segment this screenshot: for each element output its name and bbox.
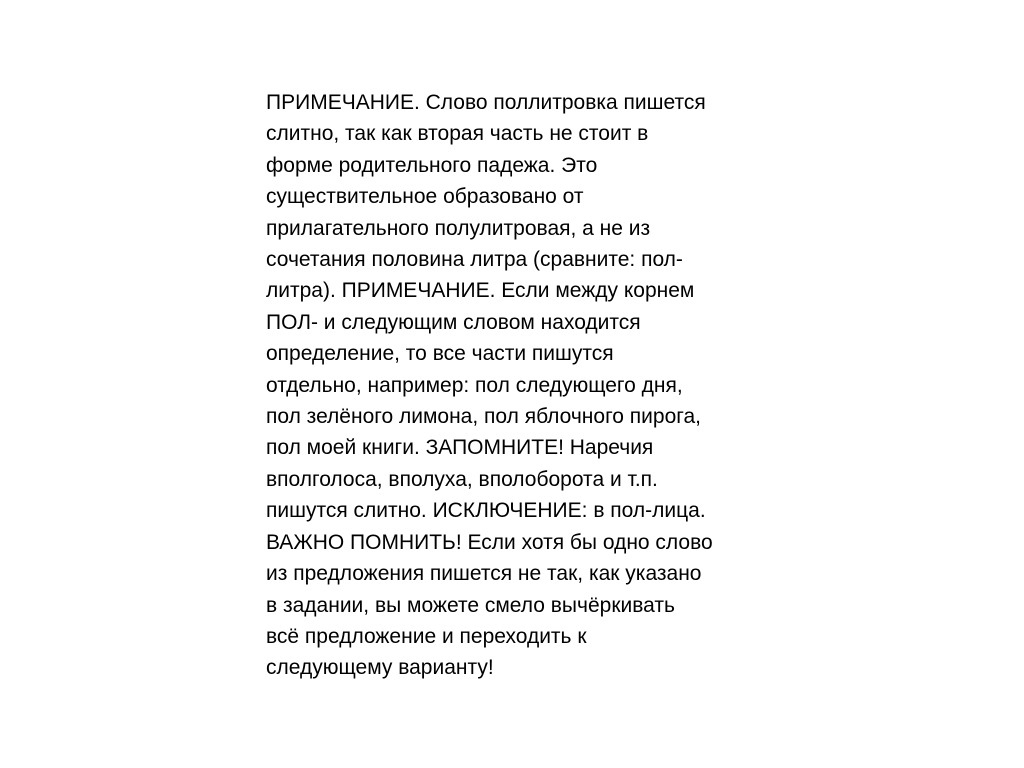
text-line: сочетания половина литра (сравните: пол- bbox=[266, 248, 683, 272]
text-line: форме родительного падежа. Это bbox=[266, 153, 598, 177]
text-line: определение, то все части пишутся bbox=[266, 342, 614, 366]
text-line: пол зелёного лимона, пол яблочного пирога, bbox=[266, 405, 701, 429]
text-line: ВАЖНО ПОМНИТЬ! Если хотя бы одно слово bbox=[266, 530, 713, 554]
text-line: прилагательного полулитровая, а не из bbox=[266, 216, 651, 240]
text-line: пол моей книги. ЗАПОМНИТЕ! Наречия bbox=[266, 436, 654, 460]
slide-text bbox=[266, 87, 786, 684]
text-line: слитно, так как вторая часть не стоит в bbox=[266, 122, 649, 146]
text-line: существительное образовано от bbox=[266, 185, 584, 209]
text-line: из предложения пишется не так, как указано bbox=[266, 562, 702, 586]
text-line: ПРИМЕЧАНИЕ. Слово поллитровка пишется bbox=[266, 91, 706, 114]
text-line: пишутся слитно. ИСКЛЮЧЕНИЕ: в пол-лица. bbox=[266, 499, 706, 523]
text-line: ПОЛ- и следующим словом находится bbox=[266, 310, 641, 334]
text-line: следующему варианту! bbox=[266, 656, 494, 680]
text-line: всё предложение и переходить к bbox=[266, 624, 587, 648]
text-line: вполголоса, вполуха, вполоборота и т.п. bbox=[266, 467, 658, 491]
text-line: в задании, вы можете смело вычёркивать bbox=[266, 593, 675, 617]
text-line: отдельно, например: пол следующего дня, bbox=[266, 373, 683, 397]
text-line: литра). ПРИМЕЧАНИЕ. Если между корнем bbox=[266, 279, 695, 303]
